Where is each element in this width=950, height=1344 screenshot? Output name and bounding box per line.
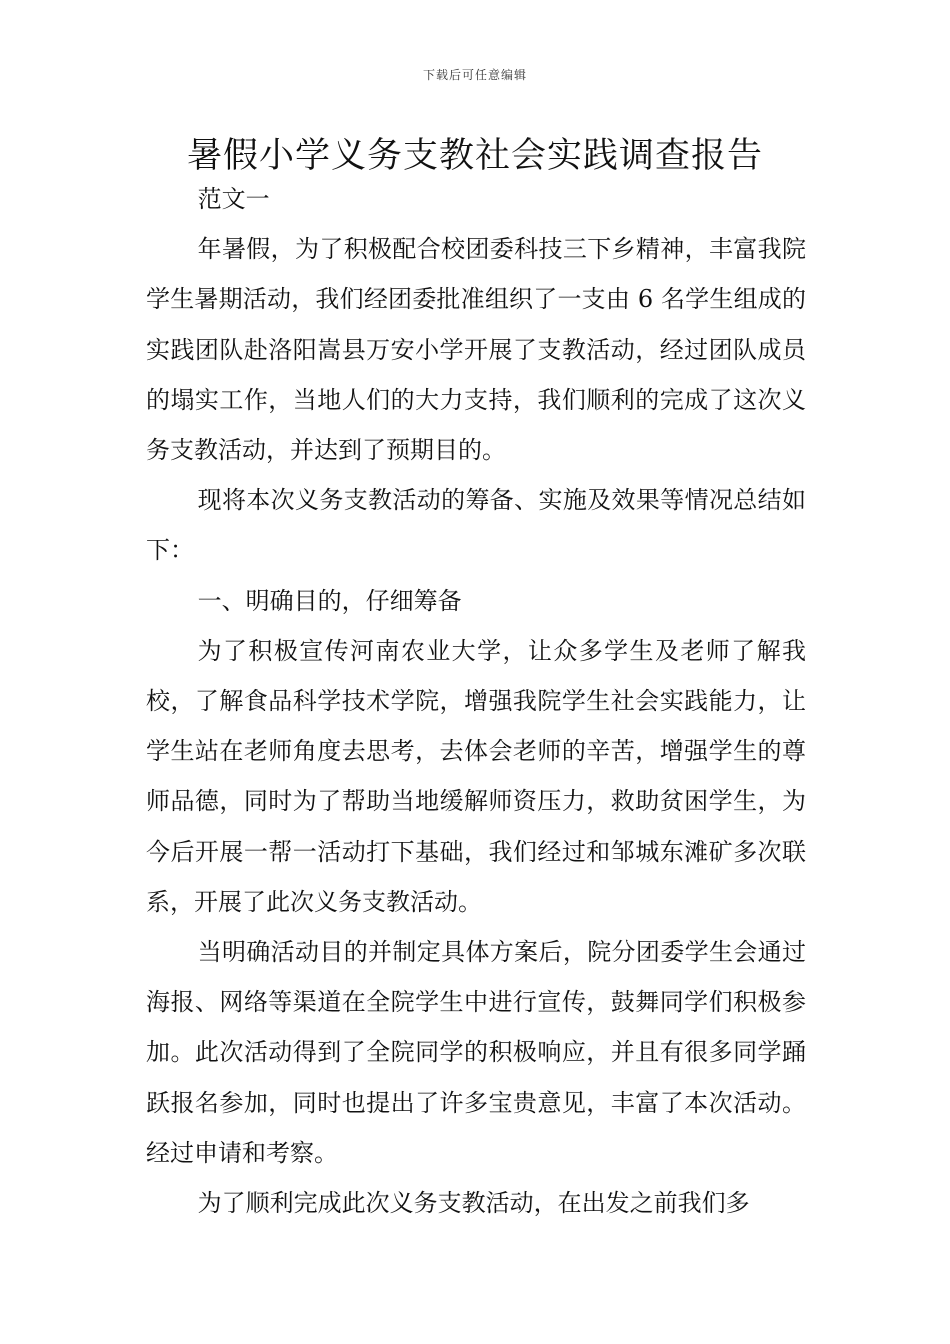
paragraph-purpose: 为了积极宣传河南农业大学，让众多学生及老师了解我校，了解食品科学技术学院，增强我院学生社会实践能力，让学生站在老师角度去思考，去体会老师的辛苦，增强学生的尊师品德，同时为了帮助当地缓解师资压力，救助贫困学生，为今后开展一帮一活动打下基础，我们经过和邹城东滩矿多次联系，开展了此次义务支教活动。 [146, 636, 806, 916]
document-body [146, 174, 806, 1228]
document-title: 暑假小学义务支教社会实践调查报告 [186, 136, 763, 176]
paragraph-publicity: 当明确活动目的并制定具体方案后，院分团委学生会通过海报、网络等渠道在全院学生中进行宣传，鼓舞同学们积极参加。此次活动得到了全院同学的积极响应，并且有很多同学踊跃报名参加，同时也提出了许多宝贵意见，丰富了本次活动。经过申请和考察。 [146, 938, 806, 1167]
paragraph-preparation: 为了顺利完成此次义务支教活动，在出发之前我们多 [197, 1189, 750, 1218]
section-heading-1: 一、明确目的，仔细筹备 [197, 586, 462, 615]
paragraph-summary-lead: 现将本次义务支教活动的筹备、实施及效果等情况总结如下： [146, 486, 806, 565]
paragraph-sample-label: 范文一 [197, 185, 270, 213]
paragraph-intro: 年暑假，为了积极配合校团委科技三下乡精神，丰富我院学生暑期活动，我们经团委批准组织了一支由 6 名学生组成的实践团队赴洛阳嵩县万安小学开展了支教活动，经过团队成员的塌实工作，当地人们的大力支持，我们顺利的完成了这次义务支教活动，并达到了预期目的。 [146, 235, 806, 465]
page-header-note: 下载后可任意编辑 [422, 68, 527, 82]
